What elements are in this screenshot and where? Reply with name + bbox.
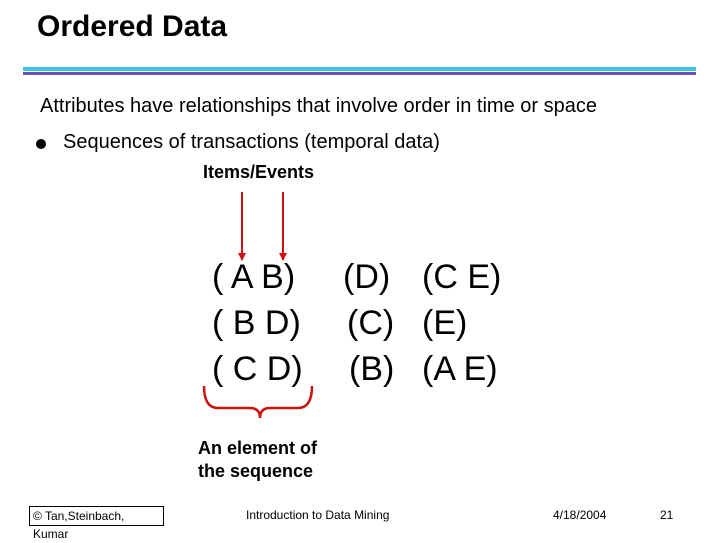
sequence-element: ( A B) [212,258,296,296]
sequence-element: (D) [343,258,391,296]
sequence-element: (C E) [422,258,502,296]
intro-text: Attributes have relationships that involve order in time or space [40,95,597,117]
items-events-label: Items/Events [203,162,315,182]
element-label-line2: the sequence [198,461,314,481]
sequence-element: (C) [347,304,395,342]
element-label-line1: An element of [198,438,318,458]
sequence-element: ( B D) [212,304,301,342]
element-label [198,437,317,483]
footer-copyright: © Tan,Steinbach, Kumar [29,506,164,526]
sequence-element: ( C D) [212,350,303,388]
footer-date: 4/18/2004 [553,508,607,522]
footer-page-number: 21 [660,508,674,522]
sequence-element: (E) [422,304,468,342]
sequence-element: (B) [349,350,395,388]
element-brace [204,386,312,418]
sequence-element: (A E) [422,350,498,388]
slide-title: Ordered Data [37,10,228,43]
footer-course: Introduction to Data Mining [246,508,390,522]
bullet-text: Sequences of transactions (temporal data) [63,131,440,153]
